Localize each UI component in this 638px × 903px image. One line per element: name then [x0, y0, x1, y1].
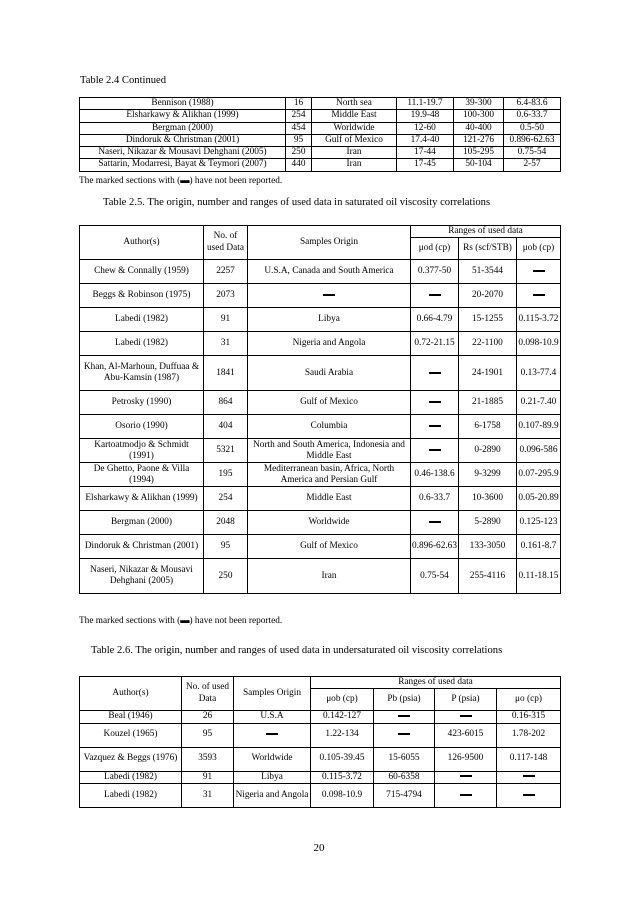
table-2-4-note: The marked sections with (▬) have not been reported.: [79, 176, 283, 186]
range-cell: 0.107-89.9: [517, 415, 561, 439]
table-row: [80, 98, 561, 110]
range-cell: 0.142-127: [311, 711, 374, 723]
table-row: [80, 723, 561, 747]
count-cell: 91: [182, 771, 234, 783]
range-cell: 50-104: [454, 159, 504, 171]
table-row: [80, 463, 561, 487]
author-cell: Labedi (1982): [80, 771, 182, 783]
author-cell: Kartoatmodjo & Schmidt (1991): [80, 439, 204, 463]
count-cell: 195: [204, 463, 248, 487]
count-cell: 2257: [204, 260, 248, 284]
count-cell: 254: [286, 110, 312, 122]
origin-cell: Libya: [234, 771, 311, 783]
origin-cell: Worldwide: [312, 122, 397, 134]
page-number: 20: [313, 842, 325, 854]
range-cell: [435, 711, 497, 723]
count-cell: 404: [204, 415, 248, 439]
range-cell: 17-45: [397, 159, 454, 171]
author-cell: Elsharkawy & Alikhan (1999): [80, 110, 286, 122]
count-cell: 5321: [204, 439, 248, 463]
table-row: [80, 535, 561, 559]
header-samples-origin: Samples Origin: [234, 677, 311, 711]
author-cell: Beggs & Robinson (1975): [80, 284, 204, 308]
header-rs: Rs (scf/STB): [459, 238, 517, 260]
range-cell: [411, 415, 459, 439]
count-cell: 250: [286, 147, 312, 159]
range-cell: [374, 723, 435, 747]
table-row: [80, 147, 561, 159]
range-cell: [411, 439, 459, 463]
header-authors: Author(s): [80, 226, 204, 260]
table-row: [80, 134, 561, 146]
table-row: [80, 783, 561, 807]
origin-cell: Mediterranean basin, Africa, North America and Persian Gulf: [248, 463, 411, 487]
author-cell: Naseri, Nikazar & Mousavi Dehghani (2005): [80, 147, 286, 159]
author-cell: Sattarin, Modarresi, Bayat & Teymori (2007): [80, 159, 286, 171]
header-mu-ob: μob (cp): [517, 238, 561, 260]
table-2-6-caption: Table 2.6. The origin, number and ranges of used data in undersaturated oil viscosity correlations: [91, 645, 503, 656]
table-row: [80, 771, 561, 783]
author-cell: Dindoruk & Christman (2001): [80, 134, 286, 146]
table-row: [80, 110, 561, 122]
range-cell: 0.098-10.9: [311, 783, 374, 807]
range-cell: 0.13-77.4: [517, 356, 561, 391]
table-row: [80, 415, 561, 439]
range-cell: 40-400: [454, 122, 504, 134]
author-cell: Khan, Al-Marhoun, Duffuaa & Abu-Kamsin (1987): [80, 356, 204, 391]
table-2-5-note: The marked sections with (▬) have not been reported.: [79, 616, 283, 626]
range-cell: 21-1885: [459, 391, 517, 415]
count-cell: 864: [204, 391, 248, 415]
table-row: [80, 122, 561, 134]
range-cell: 133-3050: [459, 535, 517, 559]
range-cell: 0.117-148: [497, 747, 561, 771]
origin-cell: [248, 284, 411, 308]
origin-cell: U.S.A, Canada and South America: [248, 260, 411, 284]
not-reported-dash: [323, 294, 335, 296]
author-cell: Vazquez & Beggs (1976): [80, 747, 182, 771]
author-cell: Labedi (1982): [80, 332, 204, 356]
table-row: [80, 284, 561, 308]
origin-cell: Saudi Arabia: [248, 356, 411, 391]
range-cell: 0.5-50: [504, 122, 561, 134]
range-cell: 255-4116: [459, 559, 517, 594]
origin-cell: Iran: [312, 159, 397, 171]
origin-cell: Middle East: [248, 487, 411, 511]
header-ranges: Ranges of used data: [311, 677, 561, 689]
not-reported-dash: [266, 733, 278, 735]
author-cell: Petrosky (1990): [80, 391, 204, 415]
range-cell: 0.72-21.15: [411, 332, 459, 356]
not-reported-dash: [398, 715, 410, 717]
range-cell: 0.161-8.7: [517, 535, 561, 559]
range-cell: 51-3544: [459, 260, 517, 284]
range-cell: 20-2070: [459, 284, 517, 308]
count-cell: 2073: [204, 284, 248, 308]
origin-cell: Iran: [248, 559, 411, 594]
range-cell: 0.46-138.6: [411, 463, 459, 487]
origin-cell: Worldwide: [248, 511, 411, 535]
not-reported-dash: [429, 372, 441, 374]
origin-cell: Worldwide: [234, 747, 311, 771]
range-cell: 0.16-315: [497, 711, 561, 723]
range-cell: 39-300: [454, 98, 504, 110]
range-cell: 715-4794: [374, 783, 435, 807]
range-cell: 19.9-48: [397, 110, 454, 122]
table-2-6: [79, 676, 561, 808]
table-row: [80, 308, 561, 332]
header-mu-ob: μob (cp): [311, 689, 374, 711]
range-cell: 0.66-4.79: [411, 308, 459, 332]
range-cell: 24-1901: [459, 356, 517, 391]
header-no-of-data: No. of used Data: [204, 226, 248, 260]
author-cell: Bergman (2000): [80, 122, 286, 134]
range-cell: [435, 783, 497, 807]
table-row: [80, 332, 561, 356]
table-2-4-caption: Table 2.4 Continued: [80, 75, 167, 86]
range-cell: [411, 391, 459, 415]
range-cell: [411, 356, 459, 391]
range-cell: 0.6-33.7: [504, 110, 561, 122]
range-cell: 423-6015: [435, 723, 497, 747]
count-cell: 95: [182, 723, 234, 747]
header-authors: Author(s): [80, 677, 182, 711]
count-cell: 91: [204, 308, 248, 332]
author-cell: Labedi (1982): [80, 783, 182, 807]
origin-cell: Iran: [312, 147, 397, 159]
origin-cell: Libya: [248, 308, 411, 332]
range-cell: 15-1255: [459, 308, 517, 332]
range-cell: [517, 260, 561, 284]
range-cell: 1.22-134: [311, 723, 374, 747]
origin-cell: Middle East: [312, 110, 397, 122]
not-reported-dash: [429, 449, 441, 451]
range-cell: 0.377-50: [411, 260, 459, 284]
origin-cell: Nigeria and Angola: [248, 332, 411, 356]
author-cell: Elsharkawy & Alikhan (1999): [80, 487, 204, 511]
table-row: [80, 439, 561, 463]
not-reported-dash: [533, 294, 545, 296]
range-cell: 2-57: [504, 159, 561, 171]
origin-cell: U.S.A: [234, 711, 311, 723]
count-cell: 454: [286, 122, 312, 134]
range-cell: 0.125-123: [517, 511, 561, 535]
range-cell: 0.096-586: [517, 439, 561, 463]
origin-cell: North and South America, Indonesia and Middle East: [248, 439, 411, 463]
range-cell: [411, 511, 459, 535]
author-cell: Beal (1946): [80, 711, 182, 723]
header-p: P (psia): [435, 689, 497, 711]
not-reported-dash: [460, 715, 472, 717]
table-row: [80, 356, 561, 391]
count-cell: 250: [204, 559, 248, 594]
range-cell: 0.115-3.72: [517, 308, 561, 332]
author-cell: Naseri, Nikazar & Mousavi Dehghani (2005): [80, 559, 204, 594]
range-cell: 17.4-40: [397, 134, 454, 146]
header-ranges: Ranges of used data: [411, 226, 561, 238]
range-cell: 0.05-20.89: [517, 487, 561, 511]
table-row: [80, 511, 561, 535]
range-cell: [435, 771, 497, 783]
range-cell: 126-9500: [435, 747, 497, 771]
header-mu-o: μo (cp): [497, 689, 561, 711]
origin-cell: Gulf of Mexico: [248, 391, 411, 415]
range-cell: 0.896-62.63: [411, 535, 459, 559]
table-2-5-caption: Table 2.5. The origin, number and ranges of used data in saturated oil viscosity correlations: [103, 197, 491, 208]
range-cell: 105-295: [454, 147, 504, 159]
range-cell: 22-1100: [459, 332, 517, 356]
range-cell: 12-60: [397, 122, 454, 134]
count-cell: 95: [204, 535, 248, 559]
range-cell: 0.75-54: [504, 147, 561, 159]
not-reported-dash: [429, 294, 441, 296]
range-cell: 10-3600: [459, 487, 517, 511]
not-reported-dash: [460, 794, 472, 796]
table-row: [80, 711, 561, 723]
author-cell: Osorio (1990): [80, 415, 204, 439]
range-cell: 6.4-83.6: [504, 98, 561, 110]
range-cell: [497, 771, 561, 783]
range-cell: 100-300: [454, 110, 504, 122]
table-row: [80, 747, 561, 771]
range-cell: 6-1758: [459, 415, 517, 439]
origin-cell: Gulf of Mexico: [248, 535, 411, 559]
origin-cell: Gulf of Mexico: [312, 134, 397, 146]
range-cell: 9-3299: [459, 463, 517, 487]
origin-cell: North sea: [312, 98, 397, 110]
header-mu-od: μod (cp): [411, 238, 459, 260]
range-cell: [497, 783, 561, 807]
count-cell: 254: [204, 487, 248, 511]
count-cell: 2048: [204, 511, 248, 535]
range-cell: [517, 284, 561, 308]
range-cell: 0.105-39.45: [311, 747, 374, 771]
count-cell: 31: [204, 332, 248, 356]
count-cell: 440: [286, 159, 312, 171]
count-cell: 95: [286, 134, 312, 146]
range-cell: 0.07-295.9: [517, 463, 561, 487]
range-cell: 121-276: [454, 134, 504, 146]
range-cell: 0.75-54: [411, 559, 459, 594]
header-no-of-data: No. of used Data: [182, 677, 234, 711]
range-cell: 15-6055: [374, 747, 435, 771]
table-2-4: [79, 97, 561, 172]
origin-cell: [234, 723, 311, 747]
table-row: [80, 260, 561, 284]
not-reported-dash: [523, 775, 535, 777]
not-reported-dash: [429, 401, 441, 403]
count-cell: 16: [286, 98, 312, 110]
range-cell: 0.896-62.63: [504, 134, 561, 146]
origin-cell: Nigeria and Angola: [234, 783, 311, 807]
author-cell: Dindoruk & Christman (2001): [80, 535, 204, 559]
range-cell: 60-6358: [374, 771, 435, 783]
range-cell: 0.21-7.40: [517, 391, 561, 415]
table-2-5: [79, 225, 561, 594]
range-cell: 1.78-202: [497, 723, 561, 747]
author-cell: Chew & Connally (1959): [80, 260, 204, 284]
not-reported-dash: [533, 270, 545, 272]
not-reported-dash: [429, 425, 441, 427]
range-cell: [411, 284, 459, 308]
not-reported-dash: [429, 521, 441, 523]
table-row: [80, 391, 561, 415]
not-reported-dash: [523, 794, 535, 796]
range-cell: 0.098-10.9: [517, 332, 561, 356]
range-cell: [374, 711, 435, 723]
header-pb: Pb (psia): [374, 689, 435, 711]
table-row: [80, 487, 561, 511]
count-cell: 3593: [182, 747, 234, 771]
count-cell: 31: [182, 783, 234, 807]
count-cell: 1841: [204, 356, 248, 391]
range-cell: 11.1-19.7: [397, 98, 454, 110]
author-cell: Kouzel (1965): [80, 723, 182, 747]
range-cell: 5-2890: [459, 511, 517, 535]
author-cell: Bergman (2000): [80, 511, 204, 535]
not-reported-dash: [460, 775, 472, 777]
range-cell: 0.11-18.15: [517, 559, 561, 594]
range-cell: 0-2890: [459, 439, 517, 463]
range-cell: 17-44: [397, 147, 454, 159]
author-cell: Bennison (1988): [80, 98, 286, 110]
table-row: [80, 559, 561, 594]
author-cell: Labedi (1982): [80, 308, 204, 332]
count-cell: 26: [182, 711, 234, 723]
header-samples-origin: Samples Origin: [248, 226, 411, 260]
table-row: [80, 159, 561, 171]
range-cell: 0.115-3.72: [311, 771, 374, 783]
not-reported-dash: [398, 733, 410, 735]
origin-cell: Columbia: [248, 415, 411, 439]
author-cell: De Ghetto, Paone & Villa (1994): [80, 463, 204, 487]
range-cell: 0.6-33.7: [411, 487, 459, 511]
